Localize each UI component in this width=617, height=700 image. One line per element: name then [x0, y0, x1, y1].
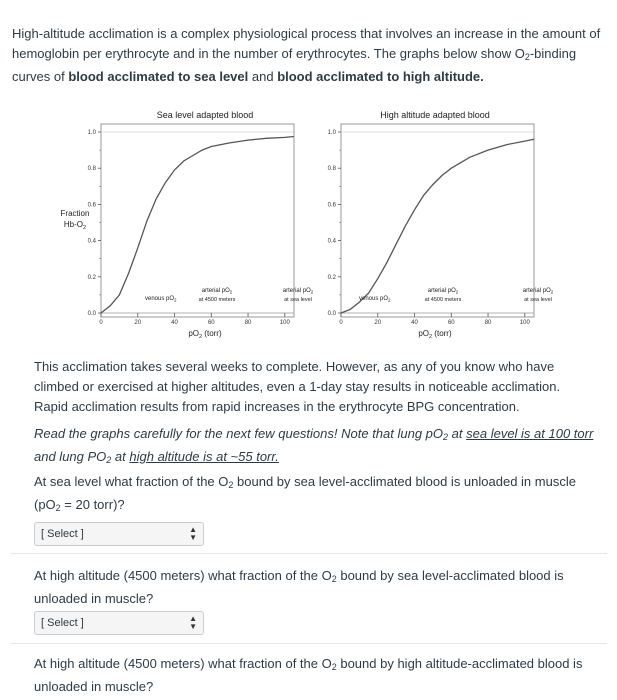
right-x-axis: [339, 313, 530, 326]
y-tick-label: 0.0: [327, 311, 336, 317]
y-tick-label: 0.2: [87, 274, 96, 281]
left-x-label: $pO_2$ (torr): [188, 329, 222, 340]
right-y-axis: [328, 130, 341, 317]
y-tick-label: 0.8: [327, 166, 336, 173]
question-1-text: At sea level what fraction of the $O_2$ bound by sea level-acclimated blood is unloaded in muscle ($pO_2 = 20$ torr)?: [34, 474, 576, 513]
y-tick-label: 0.4: [327, 238, 336, 245]
x-tick-label: 40: [411, 320, 418, 326]
x-tick-label: 20: [374, 320, 382, 326]
x-tick-label: 40: [171, 320, 178, 326]
y-tick-label: 0.2: [327, 274, 336, 281]
question-2-text: At high altitude (4500 meters) what fraction of the $O_2$ bound by sea level-acclimated blood is unloaded in muscle?: [34, 568, 564, 606]
y-tick-label: 0.4: [87, 238, 96, 245]
divider: [10, 643, 607, 644]
y-tick-label: 0.8: [87, 166, 96, 173]
question-2-select-value: [ Select ]: [41, 617, 84, 629]
right-venous-label: venous $pO_2$: [359, 296, 391, 303]
left-y-axis: [88, 130, 101, 317]
left-arterial-sea-sub: at sea level: [284, 297, 312, 303]
right-arterial-sea-sub: at sea level: [524, 297, 552, 303]
intro-sub: 2: [524, 52, 530, 62]
left-chart-title: Sea level adapted blood: [156, 110, 254, 120]
left-arterial-4500-sub: at 4500 meters: [198, 297, 236, 303]
y-tick-label: 1.0: [87, 130, 96, 136]
select-arrows-icon: ▲ ▼: [189, 614, 197, 631]
divider: [10, 553, 607, 554]
y-tick-label: 0.0: [87, 311, 96, 317]
intro-paragraph: [12, 24, 608, 87]
question-1-select-value: [ Select ]: [41, 528, 84, 540]
left-arterial-sea-label: arterial $pO_2$: [282, 288, 314, 295]
question-1-select[interactable]: [34, 522, 204, 546]
intro-text-2: -binding curves of: [12, 46, 577, 84]
y-axis-label-line2: $Hb-O_2$: [63, 220, 87, 231]
y-tick-label: 0.6: [87, 202, 96, 209]
y-tick-label: 0.6: [327, 202, 336, 209]
right-arterial-4500-label: arterial $pO_2$: [427, 288, 459, 295]
question-2-select[interactable]: [34, 611, 204, 635]
x-tick-label: 80: [244, 320, 252, 326]
intro-bold-1: blood acclimated to sea level: [68, 69, 249, 84]
y-tick-label: 1.0: [327, 130, 336, 136]
left-chart: [61, 110, 314, 340]
intro-text-3: and: [248, 69, 278, 84]
right-chart-title: High altitude adapted blood: [380, 110, 490, 120]
right-arterial-4500-sub: at 4500 meters: [424, 297, 462, 303]
acclimation-paragraph: This acclimation takes several weeks to complete. However, as any of you know who have climbed or exercised at higher altitudes, even a 1-day stay results in noticeable acclimation. Rapid acclimation results from rapid increases in the erythrocyte BPG concentration.: [34, 359, 561, 414]
right-x-label: $pO_2$ (torr): [418, 329, 452, 340]
intro-bold-2: blood acclimated to high altitude.: [277, 69, 484, 84]
right-arterial-sea-label: arterial $pO_2$: [522, 288, 554, 295]
left-venous-label: venous $pO_2$: [145, 296, 177, 303]
x-tick-label: 100: [519, 320, 530, 326]
select-arrows-icon: ▲ ▼: [189, 525, 197, 542]
x-tick-label: 60: [207, 320, 215, 326]
read-graphs-note: Read the graphs carefully for the next few questions! Note that lung $pO_2$ at sea level is at 100 torr and lung $PO_2$ at high altitude is at ~55 torr.: [34, 426, 594, 465]
left-x-axis: [99, 313, 290, 326]
x-tick-label: 60: [447, 320, 455, 326]
x-tick-label: 0: [339, 320, 343, 326]
intro-text: High-altitude acclimation is a complex physiological process that involves an increase in the amount of hemoglobin per erythrocyte and in the number of erythrocytes. The graphs below show O: [12, 26, 601, 61]
x-tick-label: 0: [99, 320, 103, 326]
x-tick-label: 80: [484, 320, 492, 326]
y-axis-label-line1: Fraction: [60, 209, 90, 218]
right-curve-line: [341, 139, 534, 313]
oxygen-binding-figure: [0, 100, 617, 340]
x-tick-label: 100: [279, 320, 290, 326]
x-tick-label: 20: [134, 320, 142, 326]
left-arterial-4500-label: arterial $pO_2$: [201, 288, 233, 295]
left-curve-line: [101, 137, 294, 314]
question-3-text: At high altitude (4500 meters) what fraction of the $O_2$ bound by high altitude-acclimated blood is unloaded in muscle?: [34, 656, 583, 694]
right-chart: [328, 110, 554, 340]
